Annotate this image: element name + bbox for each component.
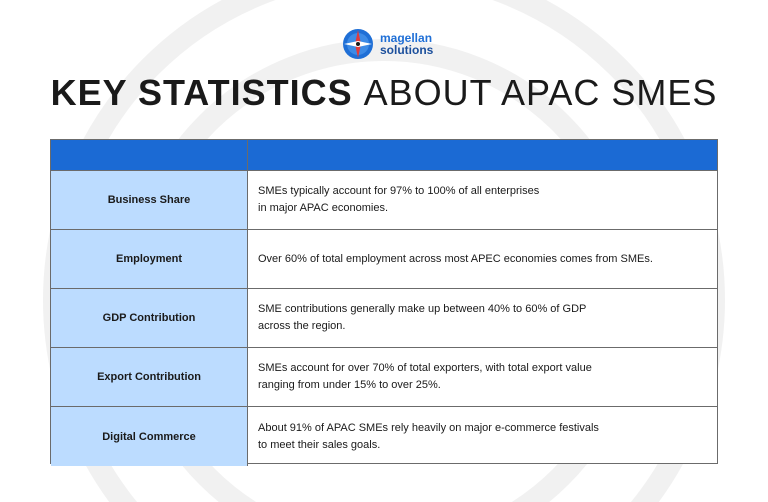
statistics-table <box>50 139 718 464</box>
row-value: About 91% of APAC SMEs rely heavily on major e-commerce festivals to meet their sales goals. <box>258 421 599 451</box>
table-row <box>51 230 717 289</box>
row-label: Export Contribution <box>51 348 248 406</box>
table-row <box>51 171 717 230</box>
row-value: SMEs account for over 70% of total exporters, with total export value ranging from under 15% to over 25%. <box>258 362 592 391</box>
logo-text-solutions: solutions <box>380 43 434 57</box>
table-row <box>51 289 717 348</box>
header-cell-value <box>248 140 717 170</box>
brand-logo <box>342 28 433 60</box>
title-bold: KEY STATISTICS <box>50 72 353 113</box>
page-title <box>0 72 768 114</box>
row-label: GDP Contribution <box>51 289 248 347</box>
table-row <box>51 348 717 407</box>
table-row <box>51 407 717 466</box>
header-cell-label <box>51 140 248 170</box>
row-value: Over 60% of total employment across most APEC economies comes from SMEs. <box>258 252 653 265</box>
row-label: Employment <box>51 230 248 288</box>
row-value: SMEs typically account for 97% to 100% of all enterprises in major APAC economies. <box>258 185 540 214</box>
logo-text-magellan: magellan <box>380 31 433 45</box>
row-label: Business Share <box>51 171 248 229</box>
row-value: SME contributions generally make up between 40% to 60% of GDP across the region. <box>258 303 587 332</box>
table-header <box>51 140 717 171</box>
row-label: Digital Commerce <box>51 407 248 466</box>
title-light: ABOUT APAC SMES <box>363 72 718 113</box>
compass-icon <box>342 28 374 60</box>
